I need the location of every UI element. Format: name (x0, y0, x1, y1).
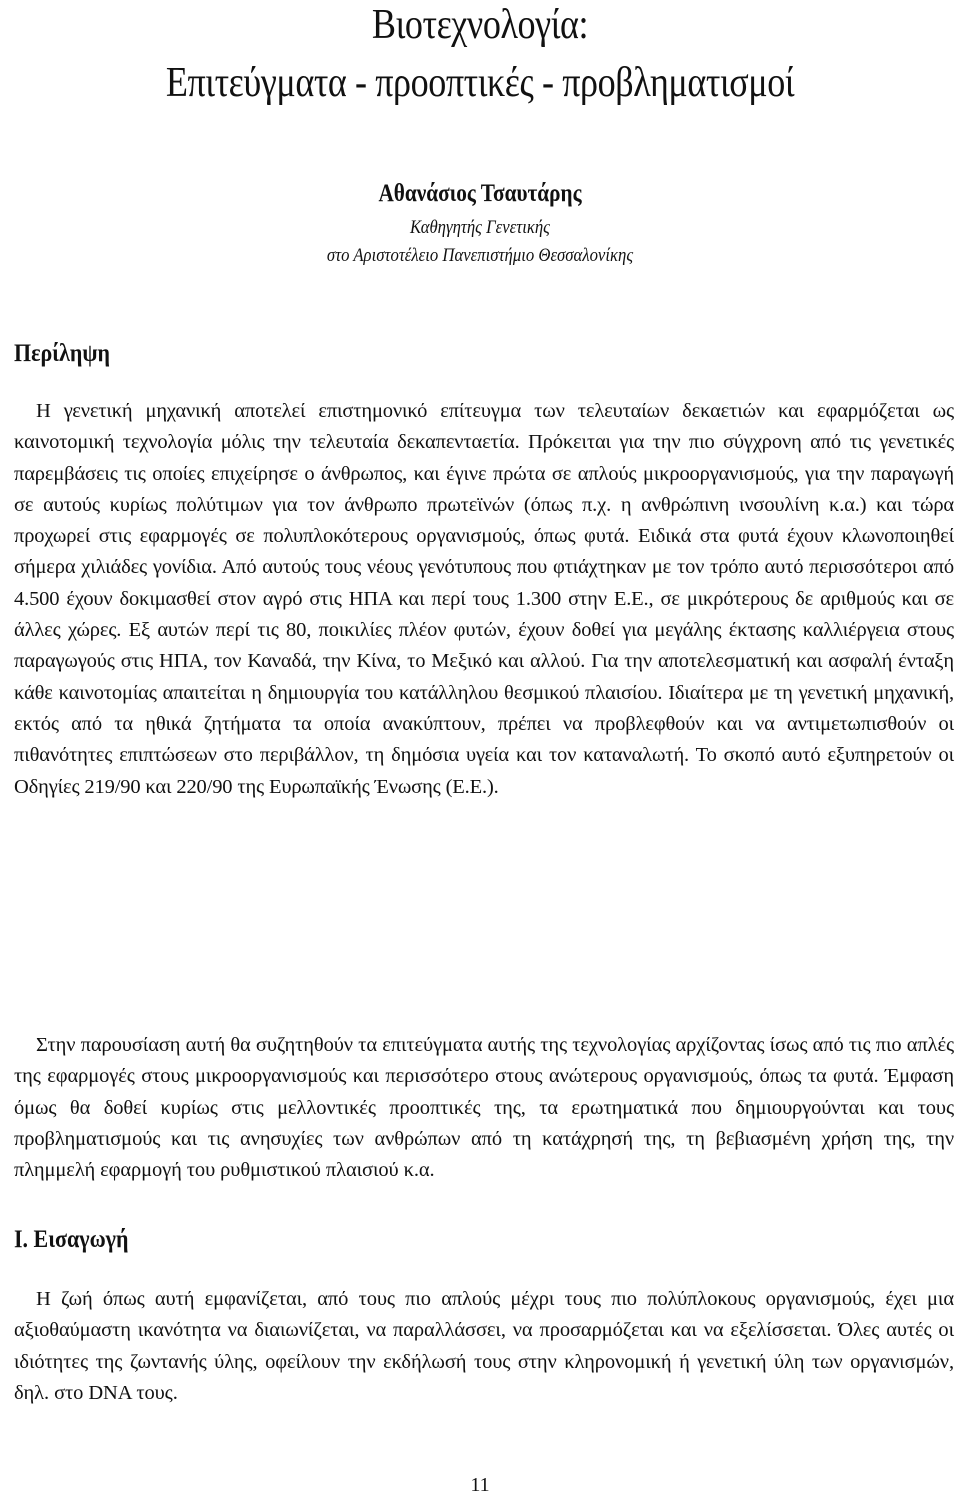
document-title-line1: Βιοτεχνολογία: (371, 2, 589, 48)
document-title-line2: Επιτεύγματα - προοπτικές - προβληματισμοί (165, 60, 795, 106)
summary-paragraph-1: Η γενετική μηχανική αποτελεί επιστημονικό επίτευγμα των τελευταίων δεκαετιών και εφαρμόζεται ως καινοτομική τεχνολογία μόλις την τελευταία δεκαπενταετία. Πρόκειται για την πιο σύγχρονη από τις γενετικές παρεμβάσεις τις οποίες επιχείρησε ο άνθρωπος, και έγινε πρώτα σε απλούς μικροοργανισμούς, για την παραγωγή σε αυτούς κυρίως πολύτιμων για τον άνθρωπο πρωτεϊνών (όπως π.χ. η ανθρώπινη ινσουλίνη κ.α.) και τώρα προχωρεί στις εφαρμογές σε πολυπλοκότερους οργανισμούς, όπως φυτά. Ειδικά στα φυτά έχουν κλωνοποιηθεί σήμερα χιλιάδες γονίδια. Από αυτούς τους νέους γενότυπους που φτιάχτηκαν με τον τρόπο αυτό περισσότεροι από 4.500 έχουν δοκιμασθεί στον αγρό στις ΗΠΑ και περί τους 1.300 στην Ε.Ε., σε μικρότερους δε αριθμούς και σε άλλες χώρες. Εξ αυτών περί τις 80, ποικιλίες πλέον φυτών, έχουν δοθεί για μεγάλης έκτασης καλλιέργεια στους παραγωγούς στις ΗΠΑ, τον Καναδά, την Κίνα, το Μεξικό και αλλού. Για την αποτελεσματική και ασφαλή ένταξη κάθε καινοτομίας απαιτείται η δημιουργία του κατάλληλου θεσμικού πλαισίου. Ιδιαίτερα με τη γενετική μηχανική, εκτός από τα ηθικά ζητήματα τα οποία ανακύπτουν, πρέπει να προβλεφθούν και να αντιμετωπισθούν οι πιθανότητες επιπτώσεων στο περιβάλλον, τη δημόσια υγεία και τον καταναλωτή. Το σκοπό αυτό εξυπηρετούν οι Οδηγίες 219/90 και 220/90 της Ευρωπαϊκής Ένωσης (Ε.Ε.). (14, 400, 954, 798)
author-affiliation-line2: στο Αριστοτέλειο Πανεπιστήμιο Θεσσαλονίκης (326, 245, 634, 266)
page-number: 11 (470, 1474, 490, 1496)
author-affiliation-line1: Καθηγητής Γενετικής (410, 217, 550, 238)
summary-heading: Περίληψη (14, 340, 111, 367)
author-name: Αθανάσιος Τσαυτάρης (378, 180, 582, 207)
introduction-paragraph-1: Η ζωή όπως αυτή εμφανίζεται, από τους πιο απλούς μέχρι τους πιο πολύπλοκους οργανισμούς, έχει μια αξιοθαύμαστη ικανότητα να διαιωνίζεται, να παραλλάσσει, να προσαρμόζεται και να εξελίσσεται. Όλες αυτές οι ιδιότητες της ζωντανής ύλης, οφείλουν την εκδήλωσή τους στην κληρονομική ή γενετική ύλη των οργανισμών, δηλ. στο DNA τους. (14, 1288, 954, 1404)
introduction-heading: Ι. Εισαγωγή (14, 1226, 129, 1253)
summary-paragraph-2: Στην παρουσίαση αυτή θα συζητηθούν τα επιτεύγματα αυτής της τεχνολογίας αρχίζοντας ίσως από τις πιο απλές της εφαρμογές στους μικροοργανισμούς και περισσότερο στους ανώτερους οργανισμούς, όπως τα φυτά. Έμφαση όμως θα δοθεί κυρίως στις μελλοντικές προοπτικές της, τα ερωτηματικά που δημιουργούνται και τους προβληματισμούς και τις ανησυχίες των ανθρώπων από τη κατάχρησή της, τη βεβιασμένη χρήση της, την πλημμελή εφαρμογή του ρυθμιστικού πλαισιού κ.α. (14, 1034, 954, 1182)
